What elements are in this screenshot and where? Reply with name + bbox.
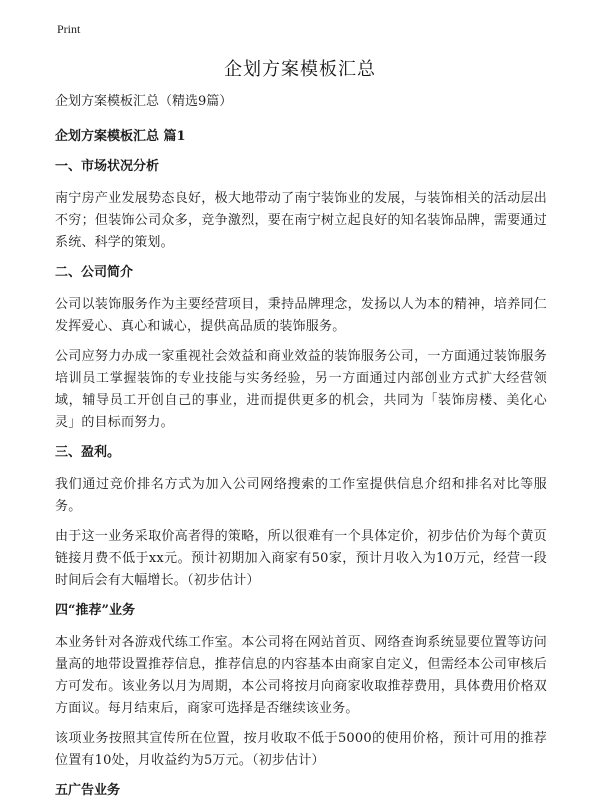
section-heading-recommend: 四“推荐”业务	[55, 603, 135, 618]
document-body	[55, 93, 547, 812]
section-heading-market: 一、市场状况分析	[55, 159, 160, 174]
section-heading-profit: 三、盈利。	[55, 445, 121, 460]
section-heading-company: 二、公司简介	[55, 265, 134, 280]
print-label[interactable]: Print	[57, 22, 81, 36]
paragraph: 我们通过竞价排名方式为加入公司网络搜索的工作室提供信息介绍和排名对比等服务。	[55, 477, 547, 514]
paragraph: 该项业务按照其宣传所在位置，按月收取不低于5000的使用价格，预计可用的推荐位置有10处，月收益约为5万元。（初步估计）	[55, 731, 547, 768]
paragraph: 公司应努力办成一家重视社会效益和商业效益的装饰服务公司，一方面通过装饰服务培训员工掌握装饰的专业技能与实务经验，另一方面通过内部创业方式扩大经营领域，辅导员工开创自己的事业，进而提供更多的机会，共同为「装饰房楼、美化心灵」的目标而努力。	[55, 349, 547, 430]
paragraph: 公司以装饰服务作为主要经营项目，秉持品牌理念，发扬以人为本的精神，培养同仁发挥爱心、真心和诚心，提供高品质的装饰服务。	[55, 297, 547, 334]
paragraph: 南宁房产业发展势态良好，极大地带动了南宁装饰业的发展，与装饰相关的活动层出不穷；但装饰公司众多，竞争激烈，要在南宁树立起良好的知名装饰品牌，需要通过系统、科学的策划。	[55, 191, 547, 250]
document-subtitle: 企划方案模板汇总（精选9篇）	[55, 94, 233, 109]
paragraph: 本业务针对各游戏代练工作室。本公司将在网站首页、网络查询系统显要位置等访问量高的地带设置推荐信息，推荐信息的内容基本由商家自定义，但需经本公司审核后方可发布。该业务以月为周期，本公司将按月向商家收取推荐费用，具体费用价格双方面议。每月结束后，商家可选择是否继续该业务。	[55, 635, 547, 716]
paragraph: 由于这一业务采取价高者得的策略，所以很难有一个具体定价，初步估价为每个黄页链接月费不低于xx元。预计初期加入商家有50家，预计月收入为10万元，经营一段时间后会有大幅增长。（初步估计）	[55, 529, 547, 588]
section-heading-ads: 五广告业务	[55, 783, 121, 798]
article-heading: 企划方案模板汇总 篇1	[55, 129, 186, 144]
page-title: 企划方案模板汇总	[224, 59, 376, 80]
